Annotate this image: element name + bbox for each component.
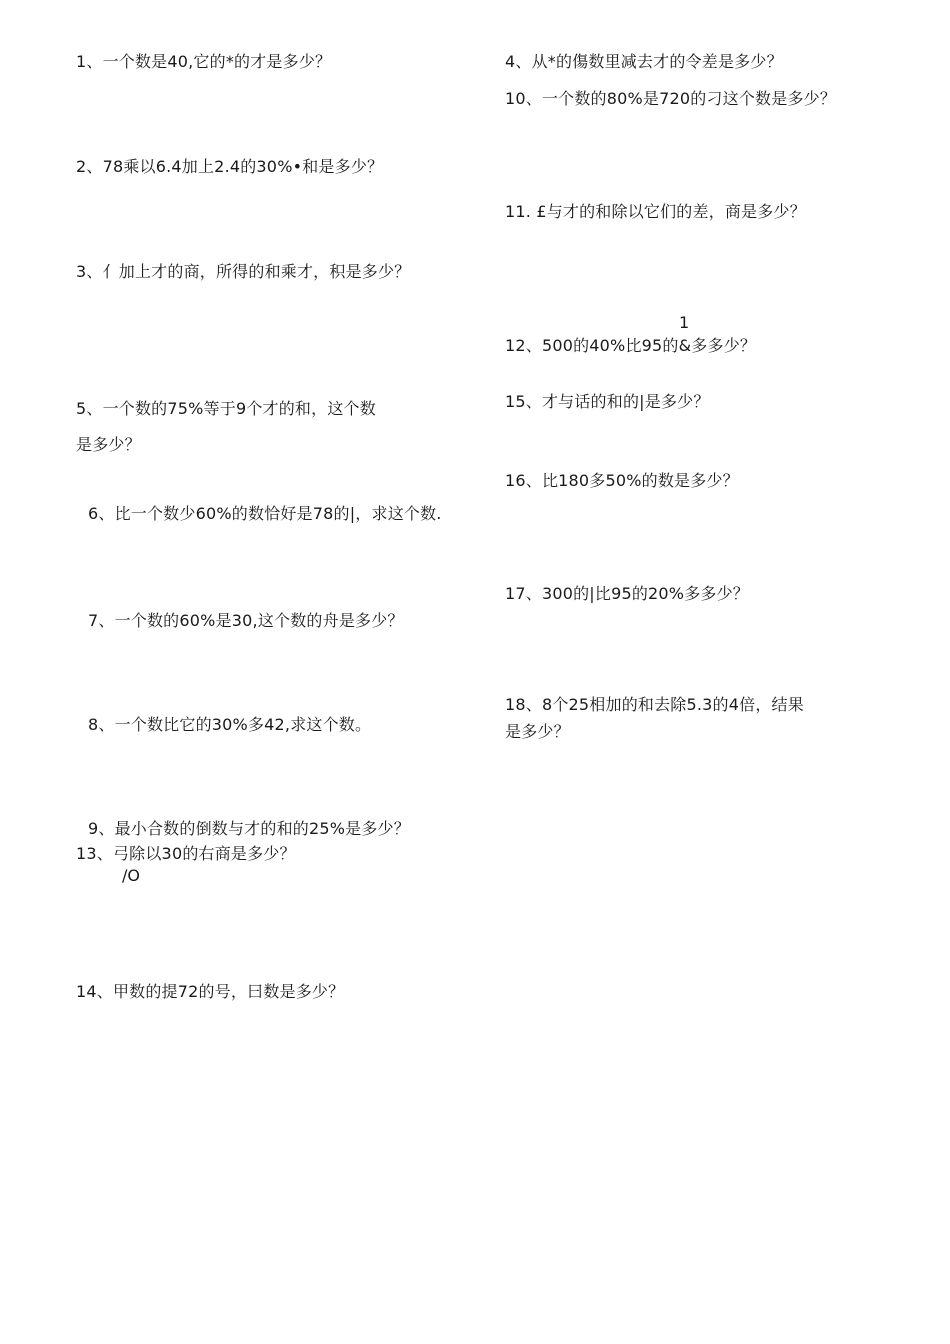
question-3: 3、亻加上才的商，所得的和乘才，积是多少？ [76,262,411,281]
question-18-line-2: 是多少？ [505,722,570,741]
question-9: 9、最小合数的倒数与才的和的25%是多少？ [88,819,410,838]
question-7: 7、一个数的60%是30,这个数的舟是多少？ [88,611,404,630]
question-1: 1、一个数是40,它的*的才是多少？ [76,52,332,71]
question-5-line-1: 5、一个数的75%等于9个才的和，这个数 [76,399,376,418]
question-6: 6、比一个数少60%的数恰好是78的|，求这个数. [88,504,442,523]
question-17: 17、300的|比95的20%多多少？ [505,584,750,603]
question-14: 14、甲数的提72的号，曰数是多少？ [76,982,345,1001]
question-16: 16、比180多50%的数是多少？ [505,471,739,490]
question-13: 13、弓除以30的右商是多少？ [76,844,296,863]
question-2: 2、78乘以6.4加上2.4的30%•和是多少？ [76,157,384,176]
question-12: 12、500的40%比95的&多多少？ [505,336,757,355]
question-12-note: 1 [679,313,690,332]
question-8: 8、一个数比它的30%多42,求这个数。 [88,715,372,734]
question-15: 15、才与话的和的|是多少？ [505,392,710,411]
question-13-note: /O [122,866,140,885]
question-4: 4、从*的傷数里减去才的令差是多少？ [505,52,783,71]
question-11: 11. £与才的和除以它们的差，商是多少？ [505,202,806,221]
question-10: 10、一个数的80%是720的刁这个数是多少？ [505,89,837,108]
question-5-line-2: 是多少？ [76,435,141,454]
question-18-line-1: 18、8个25相加的和去除5.3的4倍，结果 [505,695,804,714]
